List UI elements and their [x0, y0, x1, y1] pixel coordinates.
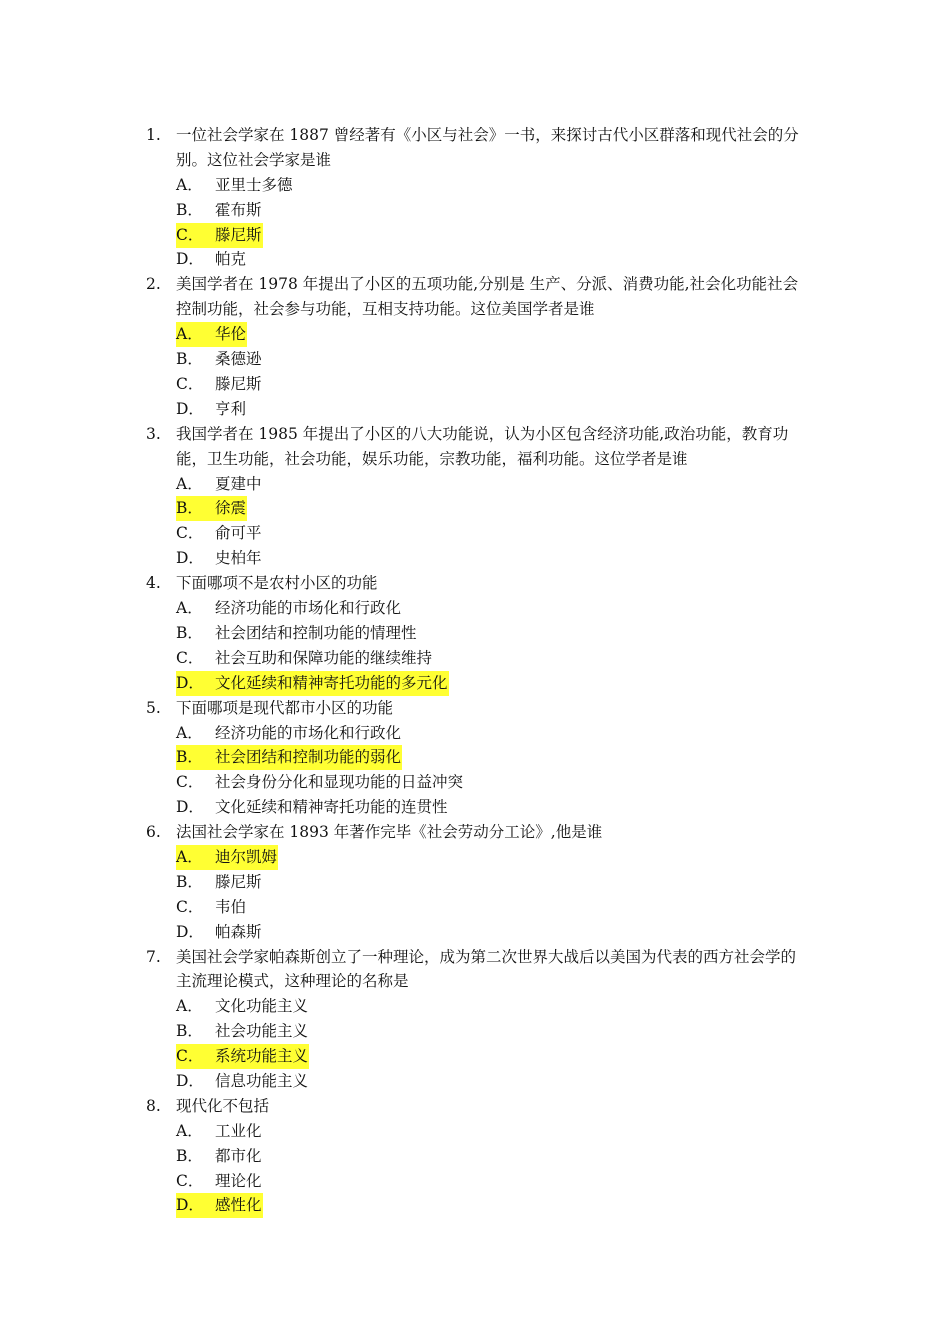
option-letter: B． [176, 623, 203, 642]
question-text: 我国学者在 1985 年提出了小区的八大功能说，认为小区包含经济功能,政治功能，教育功能，卫生功能，社会功能，娱乐功能，宗教功能，福利功能。这位学者是谁 [176, 424, 789, 468]
option-c [176, 1044, 808, 1069]
option-a [176, 845, 808, 870]
option-d [176, 1069, 808, 1094]
question-number: 3. [146, 424, 161, 443]
option-letter: D． [176, 1196, 204, 1215]
option-a [176, 994, 808, 1019]
question-number: 7. [146, 947, 161, 966]
option-text: 社会功能主义 [215, 1022, 309, 1041]
option-b [176, 745, 808, 770]
option-text: 亚里士多德 [215, 175, 293, 194]
option-a [176, 322, 808, 347]
option-letter: C． [176, 1171, 204, 1190]
option-letter: C． [176, 524, 204, 543]
option-letter: C． [176, 648, 204, 667]
option-letter: A． [176, 1121, 203, 1140]
option-c [176, 372, 808, 397]
option-text: 桑德逊 [215, 350, 262, 369]
question-number: 5. [146, 698, 161, 717]
option-letter: A． [176, 997, 203, 1016]
option-text: 文化功能主义 [215, 997, 309, 1016]
option-text: 亨利 [215, 399, 247, 418]
option-letter: B． [176, 1146, 203, 1165]
option-letter: B． [176, 499, 203, 518]
option-c [176, 521, 808, 546]
question-number: 4. [146, 574, 161, 593]
question-text: 现代化不包括 [176, 1096, 270, 1115]
option-text: 经济功能的市场化和行政化 [215, 723, 402, 742]
option-letter: B． [176, 350, 203, 369]
question-text: 美国学者在 1978 年提出了小区的五项功能,分别是 生产、分派、消费功能,社会化功能社会控制功能，社会参与功能，互相支持功能。这位美国学者是谁 [176, 275, 799, 319]
option-c [176, 223, 808, 248]
option-d [176, 920, 808, 945]
option-text: 霍布斯 [215, 200, 262, 219]
option-letter: C． [176, 374, 204, 393]
option-a [176, 596, 808, 621]
option-b [176, 1144, 808, 1169]
option-letter: A． [176, 325, 203, 344]
option-letter: B． [176, 1022, 203, 1041]
option-text: 徐震 [215, 499, 247, 518]
option-b [176, 347, 808, 372]
option-letter: A． [176, 723, 203, 742]
question-text: 下面哪项不是农村小区的功能 [176, 574, 378, 593]
option-letter: D． [176, 399, 204, 418]
question-text: 一位社会学家在 1887 曾经著有《小区与社会》一书，来探讨古代小区群落和现代社会的分别。这位社会学家是谁 [176, 126, 799, 169]
question-number: 1. [146, 126, 161, 144]
option-letter: B． [176, 200, 203, 219]
option-letter: D． [176, 798, 204, 817]
option-b [176, 621, 808, 646]
option-text: 系统功能主义 [215, 1047, 309, 1066]
question-6 [146, 820, 808, 944]
option-b [176, 198, 808, 223]
question-text: 美国社会学家帕森斯创立了一种理论，成为第二次世界大战后以美国为代表的西方社会学的主流理论模式，这种理论的名称是 [176, 947, 797, 991]
question-5 [146, 696, 808, 820]
option-text: 都市化 [215, 1146, 262, 1165]
option-c [176, 895, 808, 920]
option-text: 夏建中 [215, 474, 262, 493]
option-text: 社会身份分化和显现功能的日益冲突 [215, 773, 464, 792]
question-text: 法国社会学家在 1893 年著作完毕《社会劳动分工论》,他是谁 [176, 823, 603, 842]
option-c [176, 646, 808, 671]
option-text: 史柏年 [215, 549, 262, 568]
option-text: 帕克 [215, 250, 247, 269]
question-number: 6. [146, 823, 161, 842]
option-text: 社会团结和控制功能的弱化 [215, 748, 402, 767]
option-text: 社会互助和保障功能的继续维持 [215, 648, 433, 667]
option-letter: C． [176, 773, 204, 792]
option-text: 感性化 [215, 1196, 262, 1215]
option-b [176, 1019, 808, 1044]
option-letter: A． [176, 175, 203, 194]
option-text: 文化延续和精神寄托功能的连贯性 [215, 798, 448, 817]
option-letter: D． [176, 922, 204, 941]
option-d [176, 671, 808, 696]
question-2 [146, 272, 808, 421]
option-text: 韦伯 [215, 897, 247, 916]
option-letter: D． [176, 549, 204, 568]
option-text: 社会团结和控制功能的情理性 [215, 623, 417, 642]
question-4 [146, 571, 808, 695]
option-letter: A． [176, 847, 203, 866]
option-text: 理论化 [215, 1171, 262, 1190]
question-number: 2. [146, 275, 161, 294]
option-d [176, 397, 808, 422]
option-letter: C． [176, 1047, 204, 1066]
option-d [176, 247, 808, 272]
option-letter: C． [176, 225, 204, 244]
question-1 [146, 123, 808, 272]
question-7 [146, 945, 808, 1094]
option-text: 华伦 [215, 325, 247, 344]
option-letter: D． [176, 1072, 204, 1091]
option-d [176, 1193, 808, 1218]
document-page [0, 123, 950, 1218]
option-c [176, 770, 808, 795]
question-number: 8. [146, 1096, 161, 1115]
option-b [176, 870, 808, 895]
option-text: 迪尔凯姆 [215, 847, 278, 866]
option-text: 信息功能主义 [215, 1072, 309, 1091]
option-letter: B． [176, 872, 203, 891]
option-letter: D． [176, 673, 204, 692]
option-text: 帕森斯 [215, 922, 262, 941]
option-letter: A． [176, 474, 203, 493]
option-c [176, 1169, 808, 1194]
option-letter: A． [176, 599, 203, 618]
option-a [176, 472, 808, 497]
option-text: 滕尼斯 [215, 872, 262, 891]
option-d [176, 795, 808, 820]
option-text: 经济功能的市场化和行政化 [215, 599, 402, 618]
option-d [176, 546, 808, 571]
option-text: 俞可平 [215, 524, 262, 543]
option-text: 工业化 [215, 1121, 262, 1140]
option-a [176, 1119, 808, 1144]
option-b [176, 496, 808, 521]
option-letter: C． [176, 897, 204, 916]
option-text: 滕尼斯 [215, 374, 262, 393]
option-text: 滕尼斯 [215, 225, 262, 244]
option-a [176, 173, 808, 198]
question-8 [146, 1094, 808, 1218]
option-text: 文化延续和精神寄托功能的多元化 [215, 673, 448, 692]
option-letter: D． [176, 250, 204, 269]
question-3 [146, 422, 808, 571]
question-text: 下面哪项是现代都市小区的功能 [176, 698, 394, 717]
option-letter: B． [176, 748, 203, 767]
option-a [176, 721, 808, 746]
